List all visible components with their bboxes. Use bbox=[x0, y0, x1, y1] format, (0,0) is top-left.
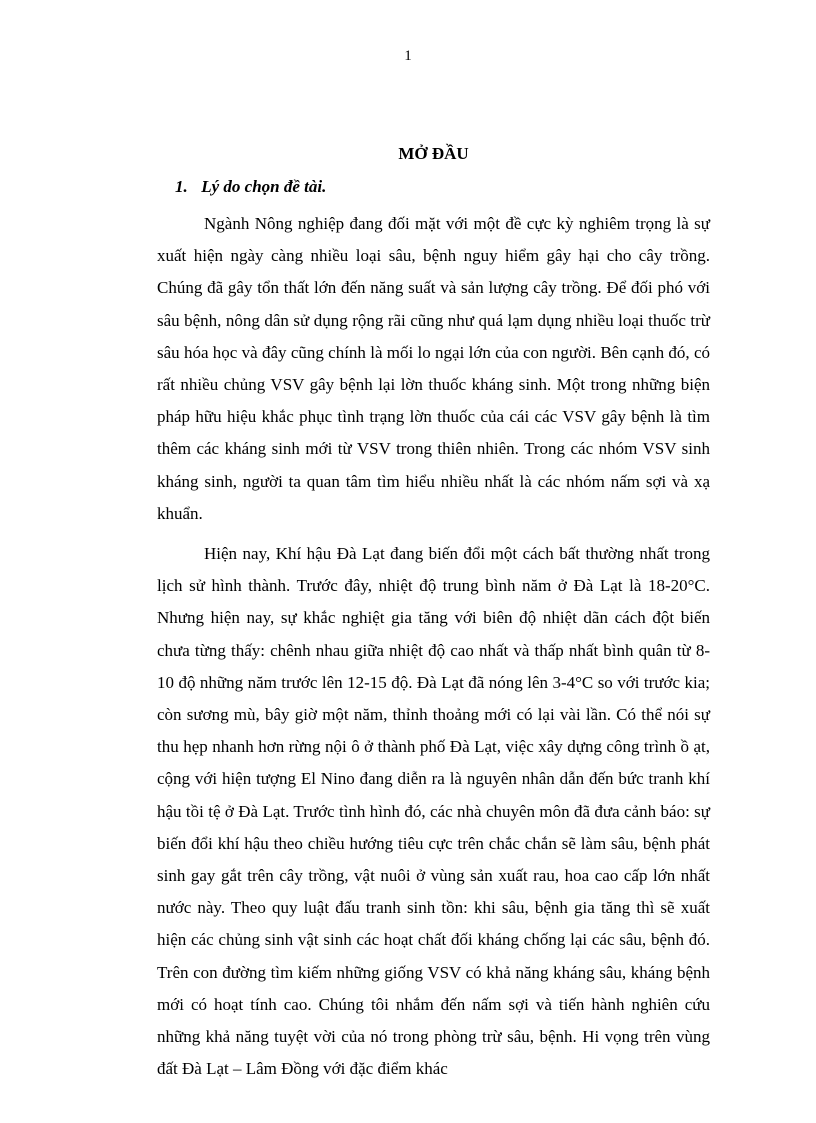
section-title: Lý do chọn đề tài. bbox=[201, 177, 327, 196]
section-number: 1. bbox=[175, 177, 188, 196]
document-body bbox=[157, 140, 710, 1085]
section-heading bbox=[157, 170, 710, 204]
paragraph-1: Ngành Nông nghiệp đang đối mặt với một đề cực kỳ nghiêm trọng là sự xuất hiện ngày càng nhiều loại sâu, bệnh nguy hiểm gây hại cho cây trồng. Chúng đã gây tổn thất lớn đến năng suất và sản lượng cây trồng. Để đối phó với sâu bệnh, nông dân sử dụng rộng rãi cũng như quá lạm dụng nhiều loại thuốc trừ sâu hóa học và đây cũng chính là mối lo ngại lớn của con người. Bên cạnh đó, có rất nhiều chủng VSV gây bệnh lại lờn thuốc kháng sinh. Một trong những biện pháp hữu hiệu khắc phục tình trạng lờn thuốc của cái các VSV gây bệnh là tìm thêm các kháng sinh mới từ VSV trong thiên nhiên. Trong các nhóm VSV sinh kháng sinh, người ta quan tâm tìm hiểu nhiều nhất là các nhóm nấm sợi và xạ khuẩn. bbox=[157, 214, 710, 523]
document-title: MỞ ĐẦU bbox=[398, 144, 469, 163]
paragraph-2: Hiện nay, Khí hậu Đà Lạt đang biến đổi một cách bất thường nhất trong lịch sử hình thành. Trước đây, nhiệt độ trung bình năm ở Đà Lạt là 18-20°C. Nhưng hiện nay, sự khắc nghiệt gia tăng với biên độ nhiệt dãn cách đột biến chưa từng thấy: chênh nhau giữa nhiệt độ cao nhất và thấp nhất bình quân từ 8-10 độ những năm trước lên 12-15 độ. Đà Lạt đã nóng lên 3-4°C so với trước kia; còn sương mù, bây giờ một năm, thỉnh thoảng mới có lại vài lần. Có thể nói sự thu hẹp nhanh hơn rừng nội ô ở thành phố Đà Lạt, việc xây dựng công trình ồ ạt, cộng với hiện tượng El Nino đang diễn ra là nguyên nhân dẫn đến bức tranh khí hậu tồi tệ ở Đà Lạt. Trước tình hình đó, các nhà chuyên môn đã đưa cảnh báo: sự biến đổi khí hậu theo chiều hướng tiêu cực trên chắc chắn sẽ làm sâu, bệnh phát sinh gay gắt trên cây trồng, vật nuôi ở vùng sản xuất rau, hoa cao cấp lớn nhất nước này. Theo quy luật đấu tranh sinh tồn: khi sâu, bệnh gia tăng thì sẽ xuất hiện các chủng sinh vật sinh các hoạt chất đối kháng chống lại các sâu, bệnh đó. Trên con đường tìm kiếm những giống VSV có khả năng kháng sâu, kháng bệnh mới có hoạt tính cao. Chúng tôi nhắm đến nấm sợi và tiến hành nghiên cứu những khả năng tuyệt vời của nó trong phòng trừ sâu, bệnh. Hi vọng trên vùng đất Đà Lạt – Lâm Đồng với đặc điểm khác bbox=[157, 544, 710, 1079]
page-number: 1 bbox=[404, 48, 412, 64]
